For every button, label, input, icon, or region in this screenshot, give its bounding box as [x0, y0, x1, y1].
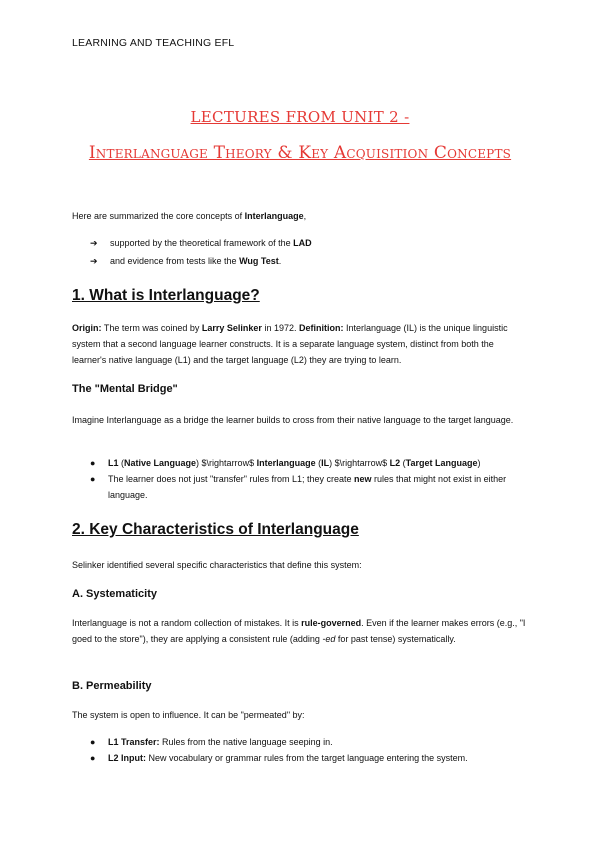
section-1-heading: 1. What is Interlanguage? [72, 287, 260, 304]
arrow-item-post: . [278, 256, 282, 266]
arrow-item-text: supported by the theoretical framework of the [110, 238, 294, 248]
arrow-item-text: and evidence from tests like the [110, 256, 240, 266]
bullet-text: L2 Input: New vocabulary or grammar rules from the target language entering the system. [108, 753, 468, 763]
definition-label: Definition: [298, 323, 344, 333]
bullet-text: The learner does not just "transfer" rules from L1; they create new rules that might not exist in either language. [108, 474, 507, 500]
title-line-2: Interlanguage Theory & Key Acquisition Concepts [88, 143, 512, 163]
permeability-heading: B. Permeability [72, 680, 152, 692]
bullet-icon: ● [90, 737, 96, 747]
section-2-heading: 2. Key Characteristics of Interlanguage [72, 521, 359, 538]
permeability-intro: The system is open to influence. It can be "permeated" by: [72, 710, 305, 720]
mental-bridge-paragraph: Imagine Interlanguage as a bridge the learner builds to cross from their native language to the target language. [72, 415, 514, 425]
arrow-icon: ➔ [90, 256, 98, 266]
intro-arrow-item-2 [90, 253, 281, 269]
systematicity-paragraph: Interlanguage is not a random collection of mistakes. It is rule-governed. Even if the learner makes errors (e.g., "I goed to the store"), they are applying a consistent rule (adding -ed for past tense) systematically. [72, 618, 526, 644]
origin-label: Origin: [72, 323, 102, 333]
origin-post: in 1972. [261, 323, 299, 333]
arrow-item-bold: Wug Test [239, 256, 279, 266]
bullet-icon: ● [90, 474, 96, 484]
title-line-1: LECTURES FROM UNIT 2 - [190, 108, 410, 126]
section-1-paragraph [72, 320, 530, 368]
origin-name: Larry Selinker [201, 323, 262, 333]
intro-arrow-item-1 [90, 235, 312, 251]
origin-text: The term was coined by [101, 323, 202, 333]
intro-post: , [303, 211, 307, 221]
bullet-text: L1 Transfer: Rules from the native language seeping in. [108, 737, 333, 747]
arrow-icon: ➔ [90, 238, 98, 248]
mental-bridge-heading: The "Mental Bridge" [72, 383, 178, 395]
bullet-text: L1 (Native Language) $\rightarrow$ Interlanguage (IL) $\rightarrow$ L2 (Target Language) [108, 458, 481, 468]
bullet-icon: ● [90, 458, 96, 468]
intro-paragraph [72, 208, 530, 224]
bullet-icon: ● [90, 753, 96, 763]
page-header: LEARNING AND TEACHING EFL [72, 37, 235, 49]
definition-text: Interlanguage (IL) is the unique linguistic system that a second language learner constructs. It is a separate language system, distinct from both the learner's native language (L1) and the target language (L2) they are trying to learn. [72, 323, 508, 365]
systematicity-heading: A. Systematicity [72, 588, 157, 600]
intro-bold: Interlanguage [244, 211, 304, 221]
intro-text: Here are summarized the core concepts of [72, 211, 245, 221]
arrow-item-bold: LAD [293, 238, 312, 248]
section-2-intro: Selinker identified several specific characteristics that define this system: [72, 560, 362, 570]
